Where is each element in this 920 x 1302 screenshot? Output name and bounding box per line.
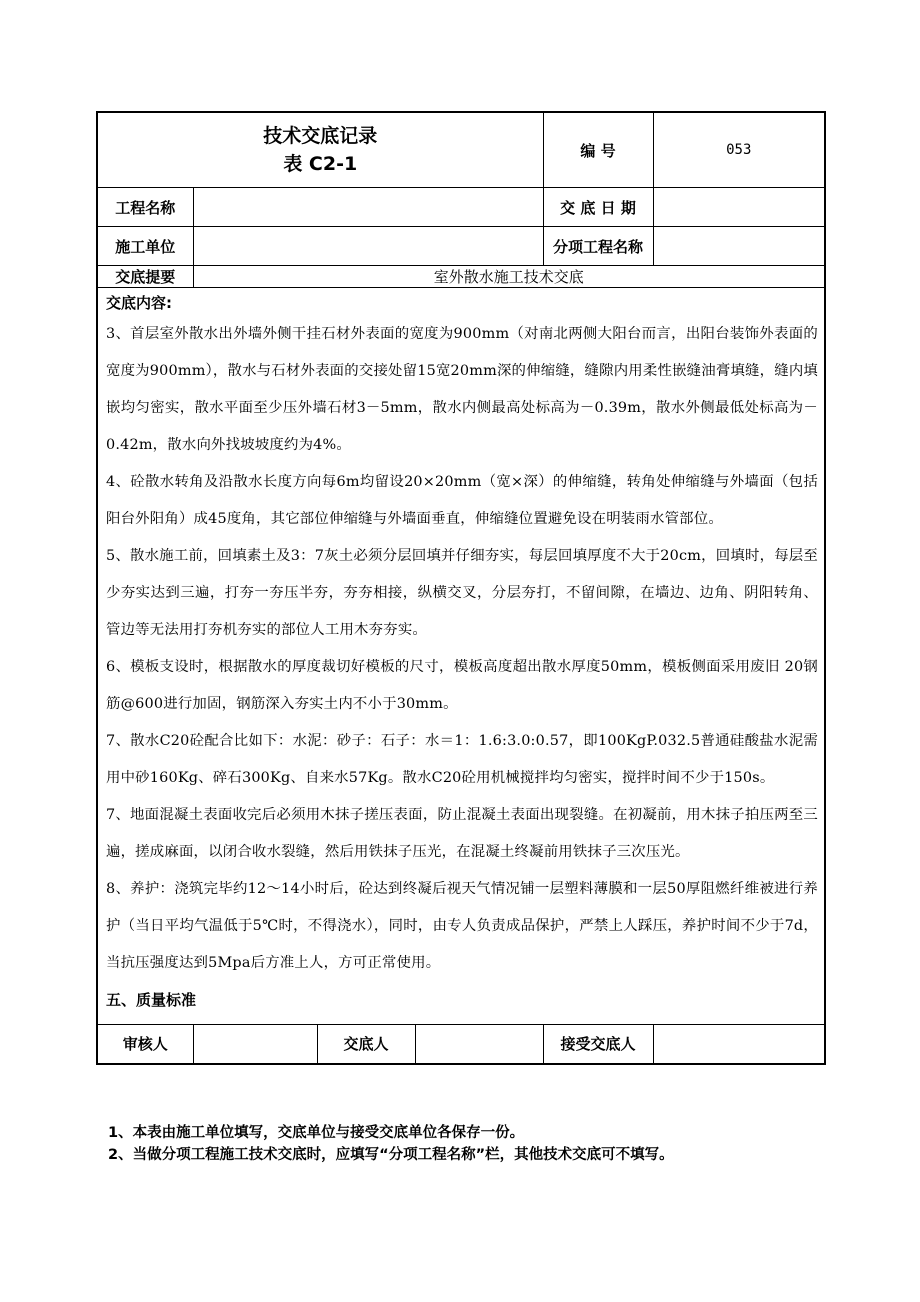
subproject-value[interactable] xyxy=(653,227,825,266)
note-2: 2、当做分项工程施工技术交底时，应填写“分项工程名称”栏，其他技术交底可不填写。 xyxy=(108,1147,674,1163)
project-row xyxy=(97,188,825,227)
content-heading: 交底内容: xyxy=(106,294,172,312)
contractor-label: 施工单位 xyxy=(97,227,193,266)
title-line-1: 技术交底记录 xyxy=(263,124,378,147)
project-name-value[interactable] xyxy=(193,188,543,227)
section-quality-standard: 五、质量标准 xyxy=(106,991,197,1009)
summary-value[interactable]: 室外散水施工技术交底 xyxy=(193,266,825,288)
project-name-label: 工程名称 xyxy=(97,188,193,227)
receiver-value[interactable] xyxy=(653,1025,825,1064)
content-paragraph: 4、砼散水转角及沿散水长度方向每6m均留设20×20mm（宽×深）的伸缩缝，转角处伸缩缝与外墙面（包括阳台外阳角）成45度角，其它部位伸缩缝与外墙面垂直，伸缩缝位置避免设在明装雨水管部位。 xyxy=(106,474,819,527)
date-label: 交 底 日 期 xyxy=(543,188,653,227)
contractor-row xyxy=(97,227,825,266)
discloser-value[interactable] xyxy=(415,1025,543,1064)
number-label: 编 号 xyxy=(543,112,653,188)
content-paragraph: 8、养护：浇筑完毕约12～14小时后，砼达到终凝后视天气情况铺一层塑料薄膜和一层50厚阻燃纤维被进行养护（当日平均气温低于5℃时，不得浇水），同时，由专人负责成品保护，严禁上人踩压，养护时间不少于7d，当抗压强度达到5Mpa后方准上人，方可正常使用。 xyxy=(106,881,819,971)
number-value[interactable]: 053 xyxy=(653,112,825,188)
receiver-label: 接受交底人 xyxy=(543,1025,653,1064)
content-paragraph: 5、散水施工前，回填素土及3：7灰土必须分层回填并仔细夯实，每层回填厚度不大于20cm，回填时，每层至少夯实达到三遍，打夯一夯压半夯，夯夯相接，纵横交叉，分层夯打，不留间隙，在墙边、边角、阴阳转角、管边等无法用打夯机夯实的部位人工用木夯夯实。 xyxy=(106,548,819,638)
content-paragraph: 7、地面混凝土表面收完后必须用木抹子搓压表面，防止混凝土表面出现裂缝。在初凝前，用木抹子拍压两至三遍，搓成麻面，以闭合收水裂缝，然后用铁抹子压光，在混凝土终凝前用铁抹子三次压光。 xyxy=(106,807,819,860)
summary-label: 交底提要 xyxy=(97,266,193,288)
content-cell xyxy=(97,288,825,1025)
content-paragraph: 3、首层室外散水出外墙外侧干挂石材外表面的宽度为900mm（对南北两侧大阳台而言，出阳台装饰外表面的宽度为900mm），散水与石材外表面的交接处留15宽20mm深的伸缩缝，缝隙内用柔性嵌缝油膏填缝，缝内填嵌均匀密实，散水平面至少压外墙石材3－5mm，散水内侧最高处标高为－0.39m，散水外侧最低处标高为－0.42m，散水向外找坡坡度约为4%。 xyxy=(106,326,819,453)
summary-row xyxy=(97,266,825,288)
contractor-value[interactable] xyxy=(193,227,543,266)
content-paragraph: 7、散水C20砼配合比如下：水泥：砂子：石子：水＝1：1.6:3.0:0.57，即100KgP.032.5普通硅酸盐水泥需用中砂160Kg、碎石300Kg、自来水57Kg。散水C20砼用机械搅拌均匀密实，搅拌时间不少于150s。 xyxy=(106,733,819,786)
disclosure-form xyxy=(96,111,824,1065)
reviewer-value[interactable] xyxy=(193,1025,317,1064)
subproject-label: 分项工程名称 xyxy=(543,227,653,266)
discloser-label: 交底人 xyxy=(317,1025,415,1064)
reviewer-label: 审核人 xyxy=(97,1025,193,1064)
date-value[interactable] xyxy=(653,188,825,227)
content-paragraph: 6、模板支设时，根据散水的厚度裁切好模板的尺寸，模板高度超出散水厚度50mm，模板侧面采用废旧 20钢筋@600进行加固，钢筋深入夯实土内不小于30mm。 xyxy=(106,659,819,712)
form-table xyxy=(96,111,826,1065)
content-row xyxy=(97,288,825,1025)
title-line-2: 表 C2-1 xyxy=(283,153,358,175)
note-1: 1、本表由施工单位填写，交底单位与接受交底单位各保存一份。 xyxy=(108,1125,525,1141)
form-title xyxy=(97,112,543,188)
title-row xyxy=(97,112,825,188)
signature-row xyxy=(97,1025,825,1064)
